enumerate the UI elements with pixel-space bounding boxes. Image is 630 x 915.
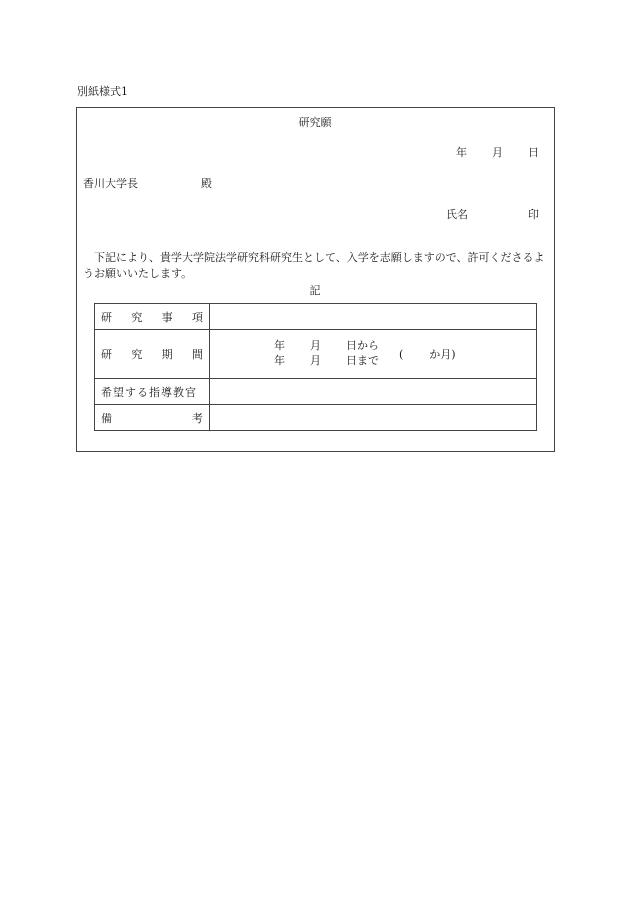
date-day-label: 日 [528, 146, 539, 159]
ki-heading: 記 [309, 284, 321, 297]
research-topic-field[interactable] [210, 304, 537, 330]
document-title: 研究願 [298, 116, 332, 129]
period-start-month: 月 [310, 339, 321, 352]
paren-open: ( [399, 348, 404, 361]
period-start-day: 日から [346, 339, 379, 352]
honorific: 殿 [201, 177, 212, 190]
advisor-label [95, 379, 210, 405]
date-year-label: 年 [456, 146, 467, 159]
period-end-month: 月 [310, 354, 321, 367]
label-char: 項 [191, 310, 203, 324]
label-char: 間 [191, 348, 203, 361]
duration-months: か月) [429, 348, 456, 361]
research-period-label [95, 330, 210, 379]
label-char: 事 [161, 310, 173, 324]
table-row [95, 330, 537, 379]
period-end-year: 年 [274, 354, 285, 367]
label-char: 研 [101, 310, 112, 324]
application-statement: 下記により、貴学大学院法学研究科研究生として、入学を志願しますので、許可くださるようお願いいたします。 [83, 251, 545, 280]
research-topic-label [95, 304, 210, 330]
applicant-name-label: 氏名 [446, 208, 468, 221]
table-row [95, 405, 537, 431]
label-char: 究 [131, 310, 143, 324]
period-end-day: 日まで [346, 354, 379, 367]
research-period-field[interactable] [210, 330, 537, 379]
label-char: 究 [131, 348, 143, 361]
period-start-year: 年 [274, 339, 285, 352]
period-dates [274, 338, 379, 368]
addressee: 香川大学長 [83, 177, 138, 190]
table-row [95, 304, 537, 330]
remarks-field[interactable] [210, 405, 537, 431]
date-month-label: 月 [492, 146, 503, 159]
label-char: 備 [101, 411, 112, 425]
period-duration [399, 346, 456, 362]
application-details-table [94, 303, 537, 431]
remarks-label [95, 405, 210, 431]
period-end-line [274, 353, 379, 368]
label-char: 研 [101, 348, 112, 361]
advisor-field[interactable] [210, 379, 537, 405]
label-char: 期 [161, 348, 173, 361]
label-char: 考 [192, 411, 203, 425]
table-row [95, 379, 537, 405]
seal-label: 印 [528, 208, 539, 221]
period-start-line [274, 338, 379, 353]
form-number-label: 別紙様式1 [77, 85, 128, 98]
advisor-label-text: 希望する指導教官 [101, 385, 197, 399]
